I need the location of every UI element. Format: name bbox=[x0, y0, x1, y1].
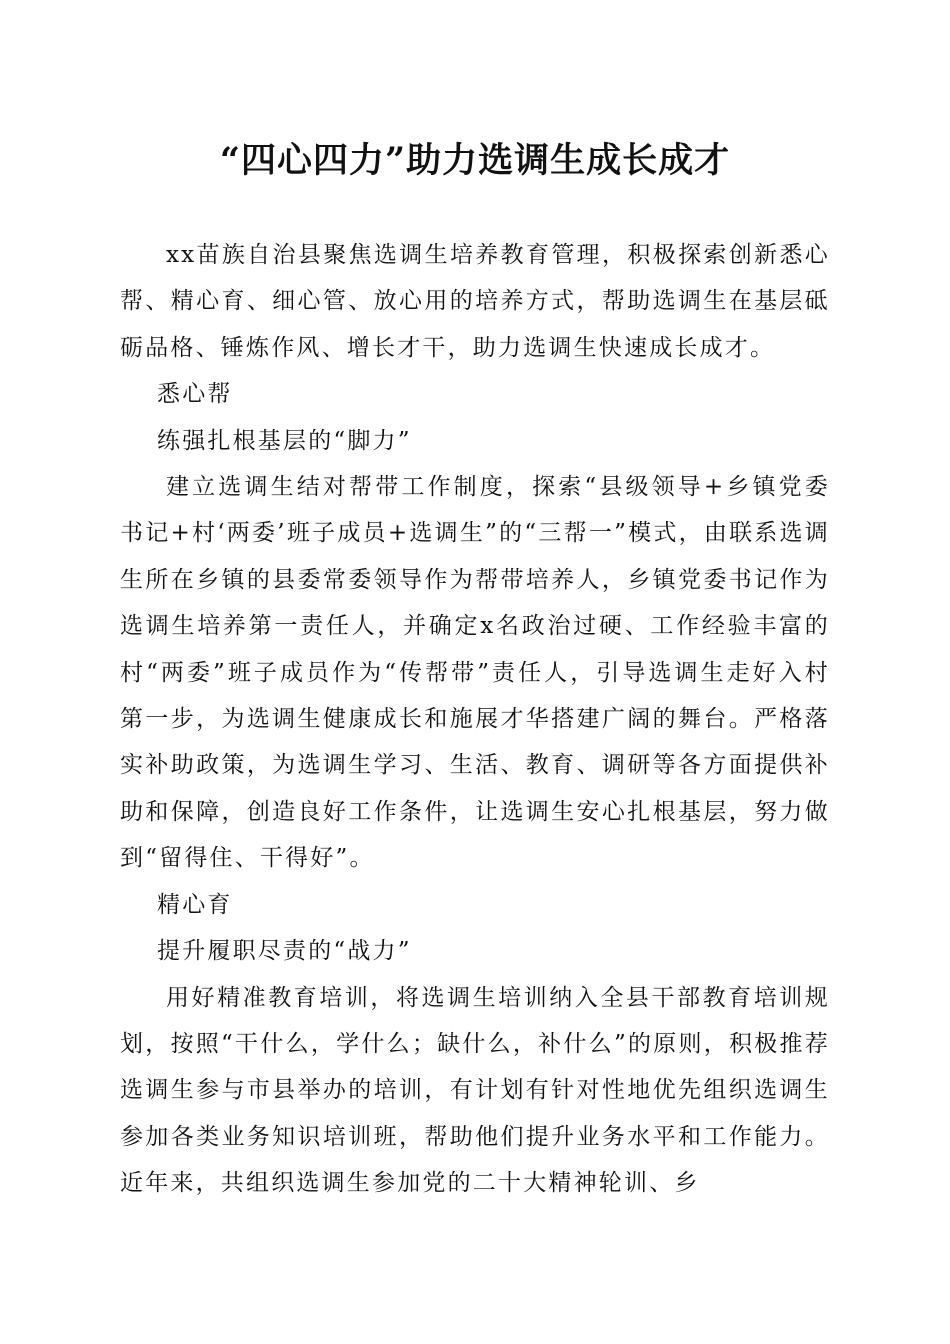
body-paragraph-mentoring: 建立选调生结对帮带工作制度，探索“县级领导+乡镇党委书记+村‘两委’班子成员+选调生”的“三帮一”模式，由联系选调生所在乡镇的县委常委领导作为帮带培养人，乡镇党委书记作为选调生培养第一责任人，并确定x名政治过硬、工作经验丰富的村“两委”班子成员作为“传帮带”责任人，引导选调生走好入村第一步，为选调生健康成长和施展才华搭建广阔的舞台。严格落实补助政策，为选调生学习、生活、教育、调研等各方面提供补助和保障，创造良好工作条件，让选调生安心扎根基层，努力做到“留得住、干得好”。 bbox=[120, 474, 830, 872]
document-body bbox=[120, 232, 830, 1207]
document-title: “四心四力”助力选调生成长成才 bbox=[219, 140, 731, 181]
section-heading-jingxinyu: 精心育 bbox=[157, 891, 233, 918]
section-heading-xixinbang: 悉心帮 bbox=[157, 381, 233, 408]
body-paragraph-training: 用好精准教育培训，将选调生培训纳入全县干部教育培训规划，按照“干什么，学什么；缺什么，补什么”的原则，积极推荐选调生参与市县举办的培训，有计划有针对性地优先组织选调生参加各类业务知识培训班，帮助他们提升业务水平和工作能力。近年来，共组织选调生参加党的二十大精神轮训、乡 bbox=[120, 984, 830, 1197]
section-subheading-jiaoli: 练强扎根基层的“脚力” bbox=[157, 427, 412, 454]
intro-paragraph: xx苗族自治县聚焦选调生培养教育管理，积极探索创新悉心帮、精心育、细心管、放心用的培养方式，帮助选调生在基层砥砺品格、锤炼作风、增长才干，助力选调生快速成长成才。 bbox=[120, 242, 830, 361]
section-subheading-zhanli: 提升履职尽责的“战力” bbox=[157, 938, 412, 965]
